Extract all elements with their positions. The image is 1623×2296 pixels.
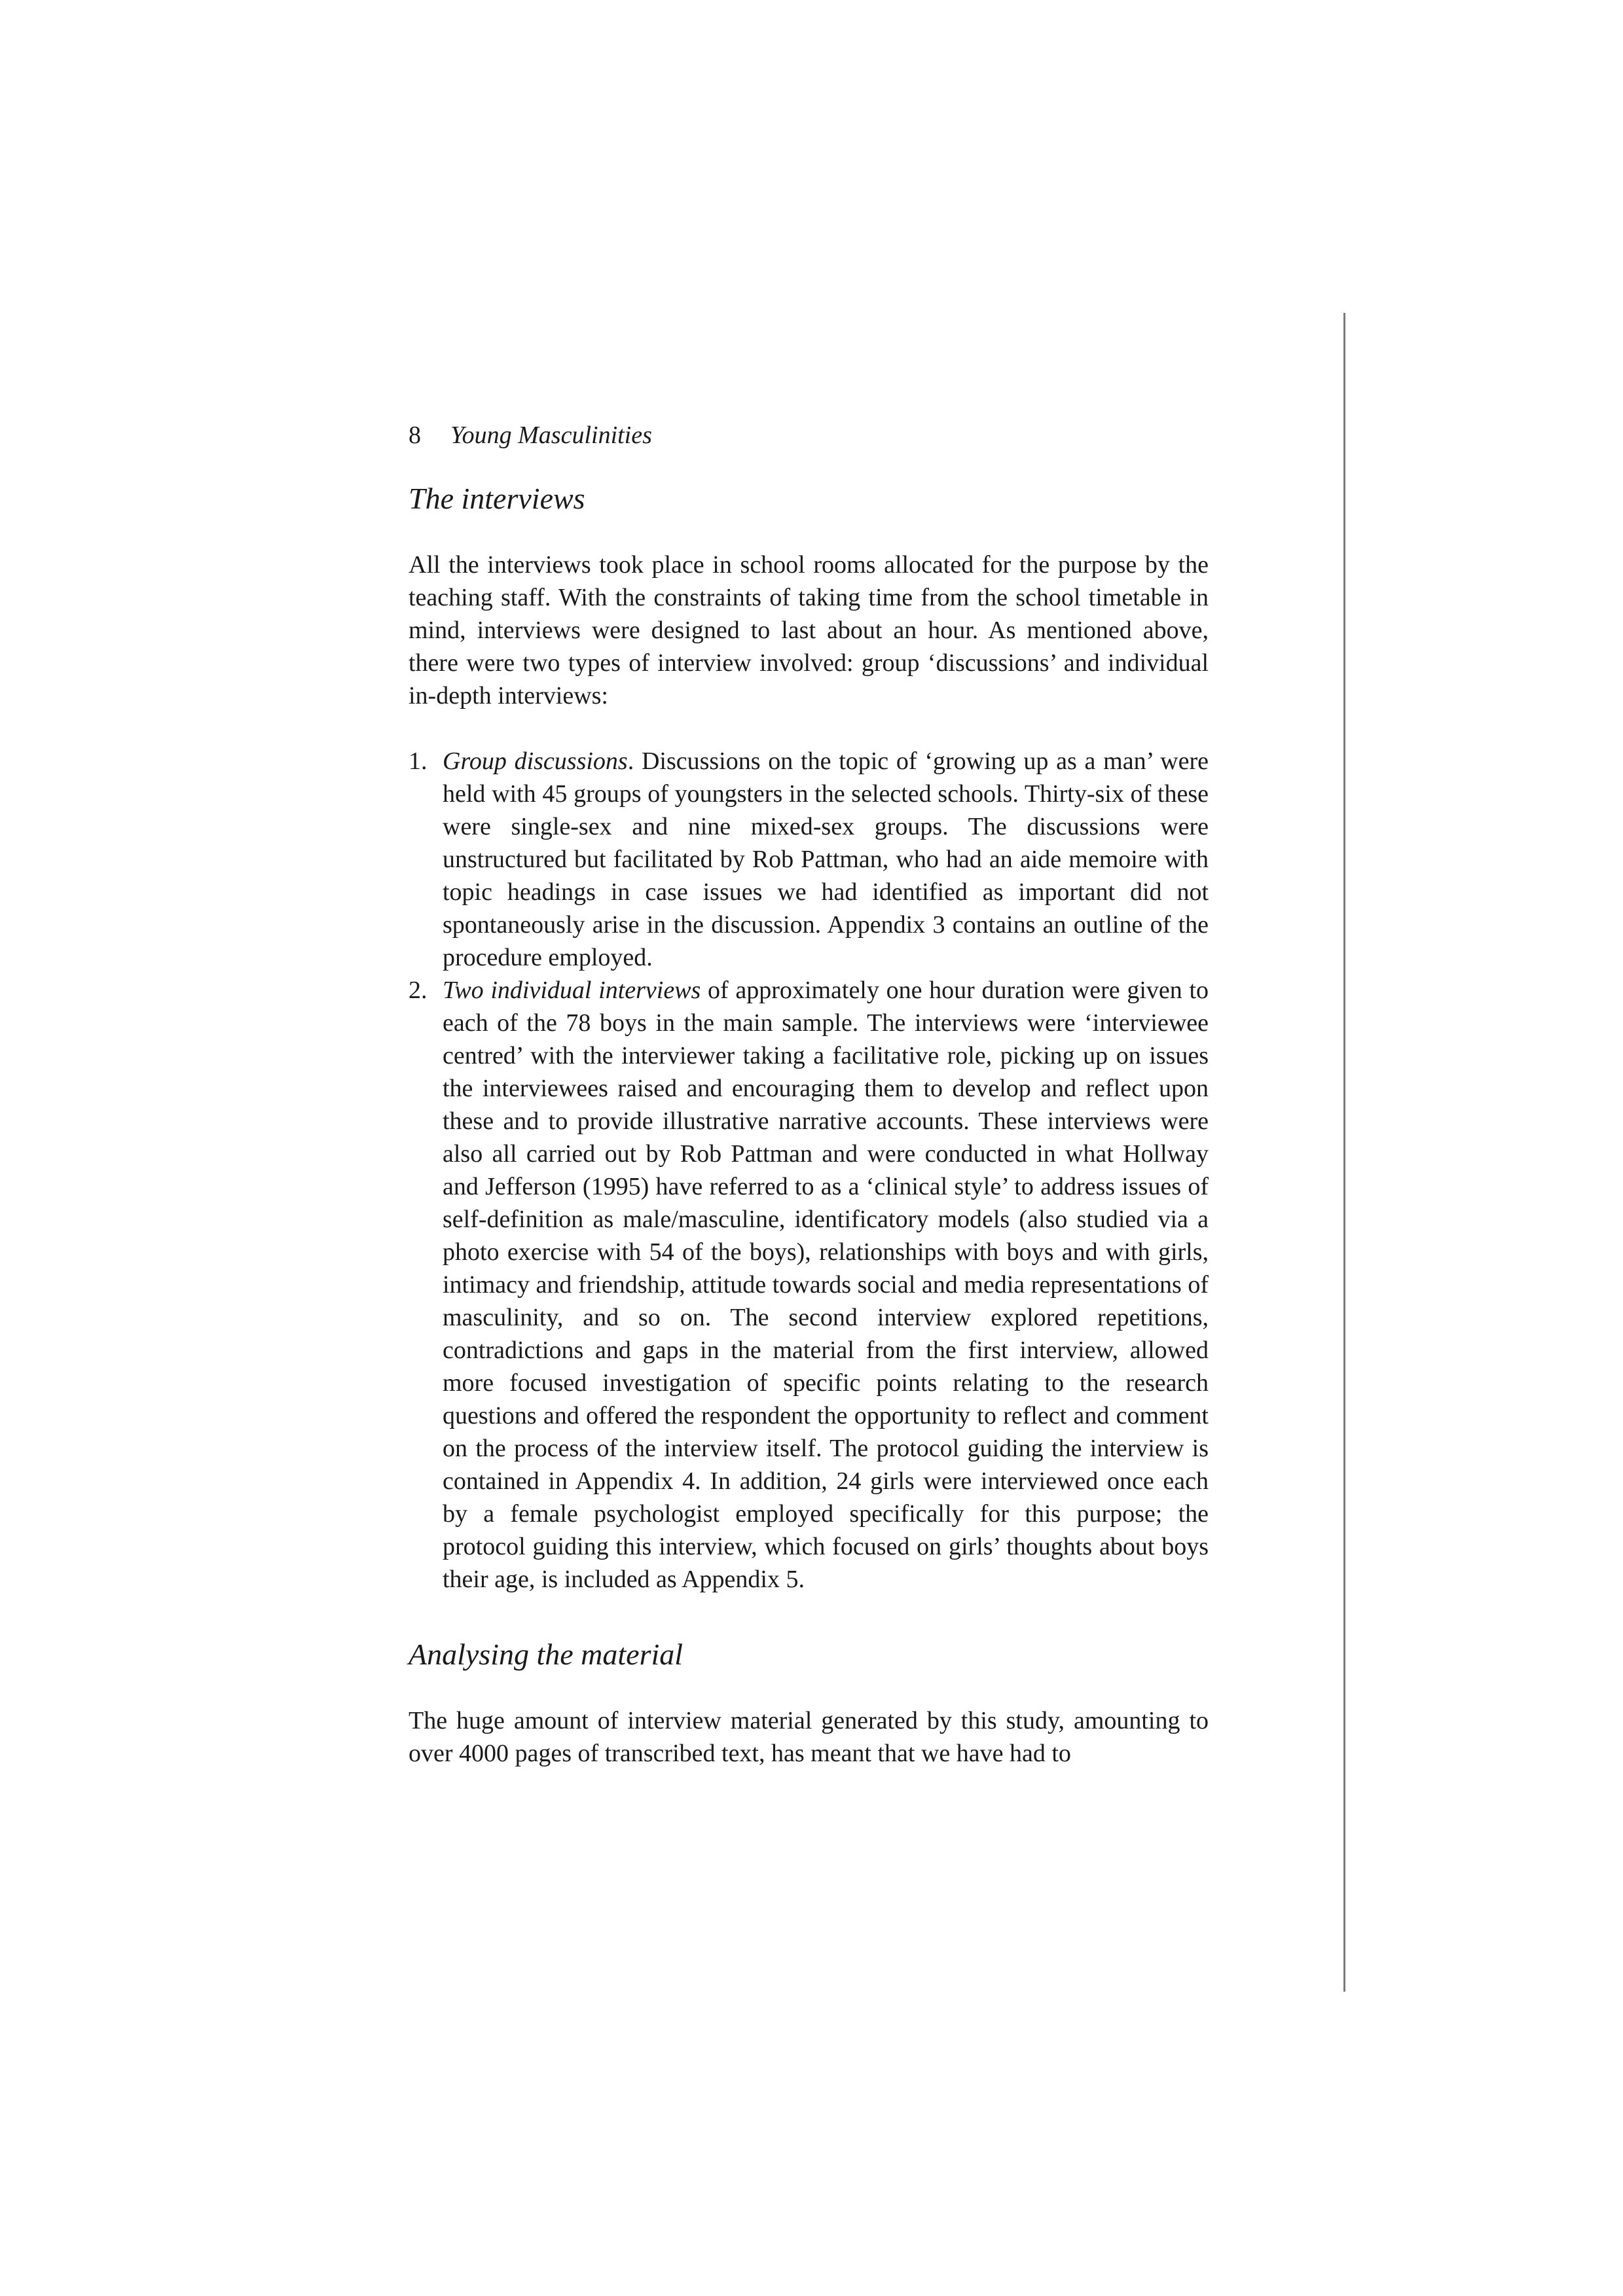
interview-types-list bbox=[409, 745, 1209, 1596]
section-heading-interviews: The interviews bbox=[409, 482, 585, 515]
list-item bbox=[409, 974, 1209, 1596]
section-heading-analysing: Analysing the material bbox=[409, 1638, 684, 1671]
list-item bbox=[409, 745, 1209, 974]
interviews-intro-paragraph: All the interviews took place in school rooms allocated for the purpose by the teaching staff. With the constraints of taking time from the school timetable in mind, interviews were designed to last about an hour. As mentioned above, there were two types of interview involved: group ‘discussions’ and individual in-depth interviews: bbox=[409, 551, 1209, 709]
margin-rule bbox=[1343, 313, 1345, 1992]
list-item-lead: Group discussions bbox=[443, 747, 628, 775]
list-item-lead: Two individual interviews bbox=[443, 977, 701, 1004]
list-item-number: 2. bbox=[409, 977, 428, 1004]
page-number: 8 bbox=[409, 422, 421, 449]
book-title: Young Masculinities bbox=[450, 422, 652, 449]
list-item-number: 1. bbox=[409, 747, 428, 775]
list-item-text: . Discussions on the topic of ‘growing up as a man’ were held with 45 groups of youngsters in the selected schools. Thirty-six of these were single-sex and nine mixed-sex groups. The discussions were unstructured but facilitated by Rob Pattman, who had an aide memoire with topic headings in case issues we had identified as important did not spontaneously arise in the discussion. Appendix 3 contains an outline of the procedure employed. bbox=[443, 747, 1209, 971]
running-head bbox=[409, 419, 1209, 452]
list-item-text: of approximately one hour duration were given to each of the 78 boys in the main sample. The interviews were ‘interviewee centred’ with the interviewer taking a facilitative role, picking up on issues the interviewees raised and encouraging them to develop and reflect upon these and to provide illustrative narrative accounts. These interviews were also all carried out by Rob Pattman and were conducted in what Hollway and Jefferson (1995) have referred to as a ‘clinical style’ to address issues of self-definition as male/masculine, identificatory models (also studied via a photo exercise with 54 of the boys), relationships with boys and with girls, intimacy and friendship, attitude towards social and media representations of masculinity, and so on. The second interview explored repetitions, contradictions and gaps in the material from the first interview, allowed more focused investigation of specific points relating to the research questions and offered the respondent the opportunity to reflect and comment on the process of the interview itself. The protocol guiding the interview is contained in Appendix 4. In addition, 24 girls were interviewed once each by a female psychologist employed specifically for this purpose; the protocol guiding this interview, which focused on girls’ thoughts about boys their age, is included as Appendix 5. bbox=[443, 977, 1209, 1593]
book-page bbox=[409, 419, 1209, 1770]
analysing-paragraph: The huge amount of interview material generated by this study, amounting to over 4000 pages of transcribed text, has meant that we have had to bbox=[409, 1707, 1209, 1767]
